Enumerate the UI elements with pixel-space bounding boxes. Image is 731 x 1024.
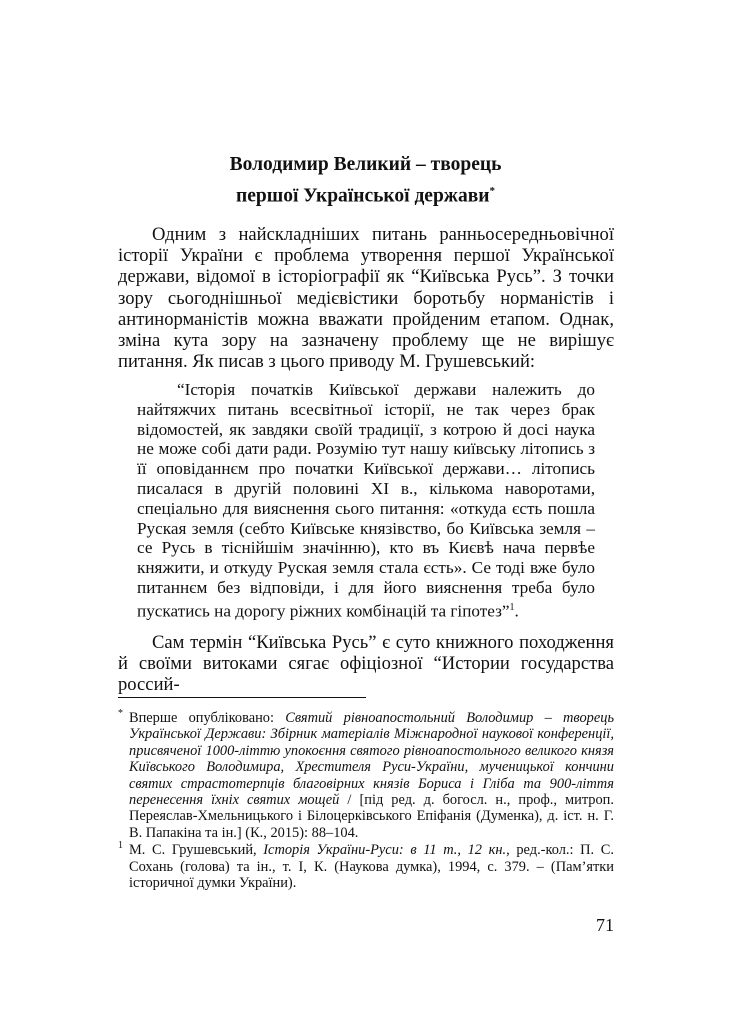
footnote-lead: Вперше опубліковано: [129,710,286,726]
title-line-1: Володимир Великий – творець [229,154,502,175]
body-paragraph-1: Одним з найскладніших питань ранньосередньовічної історії України є проблема утворення першої Української держави, відомої в історіографії як “Київська Русь”. З точки зору сьогоднішньої медієвістики боротьбу норманістів і антинорманістів можна вважати пройденим етапом. Однак, зміна кута зору на зазначену проблему ще не вирішує питання. Як писав з цього приводу М. Грушевський: [118,224,614,373]
title-line-2-text: першої Української держави [236,185,490,207]
footnote-item [118,710,614,841]
title-line-2 [60,178,671,210]
page-number: 71 [596,915,614,935]
footnote-mark: 1 [118,840,123,852]
footnote-rest: / [під ред. д. богосл. н., проф., митроп. Переяслав-Хмельницького і Білоцерківського Епіфанія (Думенка), д. іст. н. Г. В. Папакіна та ін.] (К., 2015): 88–104. [129,792,614,841]
footnote-divider [118,697,366,698]
footnote-rest: , ред.-кол.: П. С. Сохань (голова) та ін., т. I, К. (Наукова думка), 1994, с. 379. – (Пам’ятки історичної думки України). [129,842,614,892]
footnote-mark: * [118,708,123,719]
footnote-lead: М. С. Грушевський, [129,842,264,859]
footnote-italic-title: Святий рівноапостольний Володимир – творець Української Держави: Збірник матеріалів Міжнародної наукової конференції, присвяченої 1000-літтю упокоєння святого рівноапостольного великого князя Київського Володимира, Хрестителя Руси-України, мученицької кончини святих страстотерпців благовірних князів Бориса і Гліба та 900-ліття перенесення їхніх святих мощей [129,710,615,809]
footnote-item [118,842,614,891]
block-quote: “Історія початків Київської держави належить до найтяжчих питань всесвітньої історії, не так через брак відомостей, як завдяки своїй традиції, з котрою й досі наука не може собі дати ради. Розумію тут нашу київську літопись з її оповіданнєм про початки Київської держави… літопись писалася в другій половині XI в., кількома наворотами, спеціально для вияснення сього питання: «откуда єсть пошла Руская земля (себто Київське князівство, бо Київська земля – се Русь в тіснійшім значінню), кто въ Києвѣ нача первѣе княжити, и откуду Руская земля стала єсть». Се тоді вже було питаннєм без відповіди, і для його вияснення треба було пускатись на дорогу ріжних комбінацій та гіпотез”$^1$. [137,380,595,621]
quote-text: “Історія початків Київської держави належить до найтяжчих питань всесвітньої історії, не так через брак відомостей, як завдяки своїй традиції, з котрою й досі наука не може собі дати ради. Розумію тут нашу київську літопись з її оповіданнєм про початки Київської держави… літопись писалася в другій половині XI в., кількома наворотами, спеціально для вияснення сього питання: «откуда єсть пошла Руская земля (себто Київське князівство, бо Київська земля – се Русь в тіснійшім значінню), кто въ Києвѣ нача первѣе княжити, и откуду Руская земля стала єсть». Се тоді вже було питаннєм без відповіди, і для його вияснення треба було пускатись на дорогу ріжних комбінацій та гіпотез” [137,380,595,621]
quote-footnote-marker[interactable]: 1 [509,601,515,613]
footnotes [118,710,614,892]
body-paragraph-2: Сам термін “Київська Русь” є суто книжного походження й своїми витоками сягає офіціозної “Истории государства россий- [118,632,614,696]
chapter-title [60,152,671,210]
footnote-italic-title: Історія України-Руси: в 11 т., 12 кн. [263,842,507,859]
title-footnote-marker[interactable]: * [489,185,495,197]
